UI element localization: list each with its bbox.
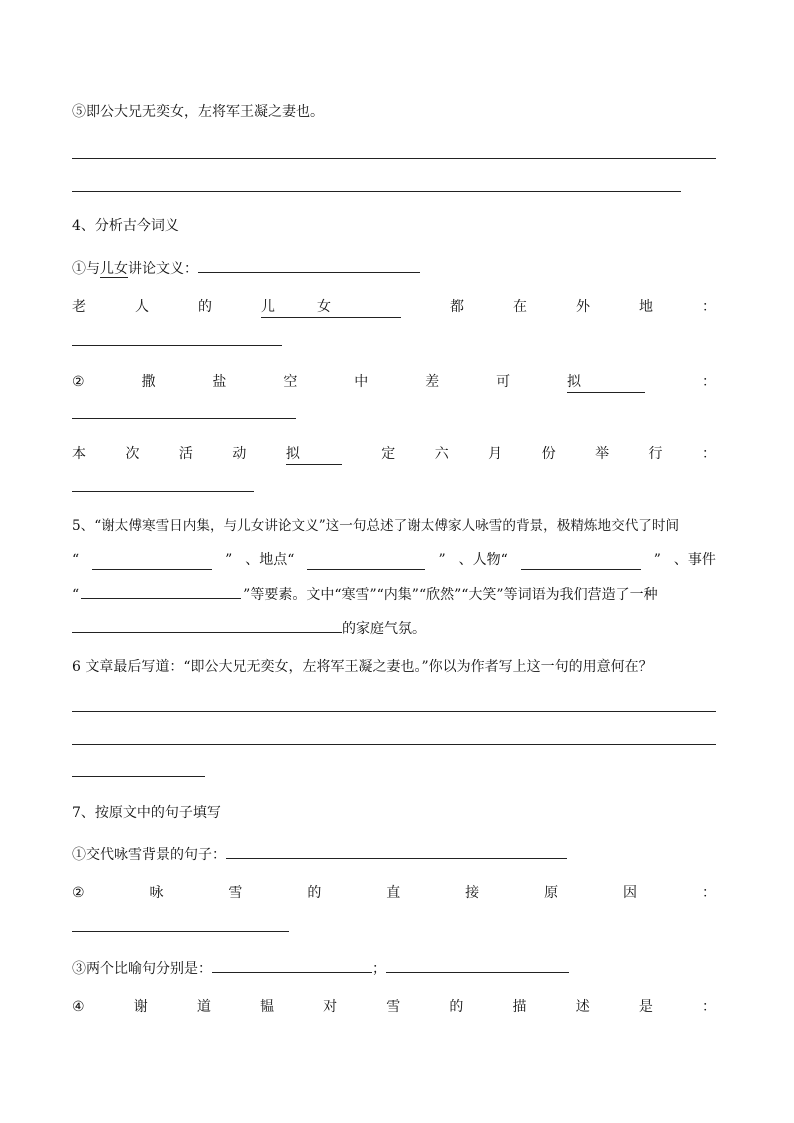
char: 的 xyxy=(449,999,464,1015)
answer-line[interactable] xyxy=(72,418,296,419)
quote-close: ” xyxy=(438,552,446,568)
char: 份 xyxy=(541,446,556,462)
separator: ； xyxy=(372,961,386,977)
q4-line-b xyxy=(72,444,716,465)
char: 行 xyxy=(648,446,663,462)
char: 是 xyxy=(638,999,653,1015)
char: 雪 xyxy=(386,999,401,1015)
answer-line[interactable] xyxy=(72,744,716,745)
q7-title: 7、按原文中的句子填写 xyxy=(72,805,221,821)
quote-open: “ xyxy=(72,587,80,603)
char: ② xyxy=(72,374,85,390)
char: 人 xyxy=(135,299,149,315)
q7-item-3-label: ③两个比喻句分别是： xyxy=(72,961,212,977)
underlined-word xyxy=(286,444,342,465)
answer-blank-time[interactable] xyxy=(92,553,212,570)
q7-item-2 xyxy=(72,883,716,903)
answer-line[interactable] xyxy=(72,158,716,159)
underlined-word xyxy=(261,297,401,318)
q4-item-1 xyxy=(72,256,420,279)
answer-blank[interactable] xyxy=(212,956,372,973)
char: 都 xyxy=(450,299,464,315)
q5-line-3 xyxy=(72,582,658,605)
char: 本 xyxy=(72,446,86,462)
quote-close: ” xyxy=(653,552,661,568)
label-place: 、地点“ xyxy=(245,552,295,568)
char: 对 xyxy=(323,999,338,1015)
char: 活 xyxy=(178,446,193,462)
char: 述 xyxy=(575,999,590,1015)
char: 动 xyxy=(232,446,247,462)
q6-text: 6 文章最后写道：“即公大兄无奕女，左将军王凝之妻也。”你以为作者写上这一句的用意何在？ xyxy=(72,659,653,675)
item-5-text: ⑤即公大兄无奕女，左将军王凝之妻也。 xyxy=(72,104,324,120)
char: ： xyxy=(701,374,716,390)
q4-item-2 xyxy=(72,372,716,393)
answer-line[interactable] xyxy=(72,931,289,932)
q7-item-1 xyxy=(72,842,567,865)
char: 因 xyxy=(623,885,638,901)
char: 老 xyxy=(72,299,86,315)
q5-text-1: 5、“谢太傅寒雪日内集，与儿女讲论文义”这一句总述了谢太傅家人咏雪的背景，极精炼地交代了时间 xyxy=(72,518,680,534)
char: 撒 xyxy=(141,374,156,390)
char: 的 xyxy=(198,299,212,315)
char: 谢 xyxy=(133,999,148,1015)
char: 雪 xyxy=(228,885,243,901)
char: 描 xyxy=(512,999,527,1015)
q4-item-1-word: 儿女 xyxy=(100,261,128,277)
answer-blank-atmosphere[interactable] xyxy=(72,616,342,633)
char: 次 xyxy=(125,446,140,462)
answer-blank[interactable] xyxy=(386,956,569,973)
q4-item-1-suffix: 讲论文义： xyxy=(128,261,198,277)
answer-line[interactable] xyxy=(72,345,282,346)
answer-blank-event[interactable] xyxy=(81,582,241,599)
char: 盐 xyxy=(212,374,227,390)
answer-blank-person[interactable] xyxy=(521,553,641,570)
char: 差 xyxy=(425,374,440,390)
char: 外 xyxy=(576,299,590,315)
char: 接 xyxy=(465,885,480,901)
q7-item-3 xyxy=(72,956,569,979)
q4-title: 4、分析古今词义 xyxy=(72,218,179,234)
char: ④ xyxy=(72,999,85,1015)
char: ② xyxy=(72,885,85,901)
answer-line[interactable] xyxy=(72,776,205,777)
q5-line-4-text: 的家庭气氛。 xyxy=(342,621,426,637)
answer-line[interactable] xyxy=(72,191,681,192)
char: 韫 xyxy=(259,999,274,1015)
q4-item-1-prefix: ①与 xyxy=(72,261,100,277)
char: 月 xyxy=(488,446,503,462)
char: 的 xyxy=(307,885,322,901)
answer-blank[interactable] xyxy=(226,842,567,859)
char: 空 xyxy=(283,374,298,390)
char: 六 xyxy=(434,446,449,462)
char: ： xyxy=(701,885,716,901)
char: 拟 xyxy=(567,374,582,390)
answer-line[interactable] xyxy=(72,491,254,492)
char: 女 xyxy=(317,299,331,315)
q5-line-4 xyxy=(72,616,426,639)
char: 举 xyxy=(595,446,610,462)
answer-blank[interactable] xyxy=(198,256,420,273)
char: 在 xyxy=(513,299,527,315)
q5-line-2 xyxy=(72,550,716,570)
char: 直 xyxy=(386,885,401,901)
answer-line[interactable] xyxy=(72,711,716,712)
char: ： xyxy=(702,299,716,315)
q7-item-1-label: ①交代咏雪背景的句子： xyxy=(72,847,226,863)
char: 中 xyxy=(354,374,369,390)
char: 可 xyxy=(496,374,511,390)
label-person: 、人物“ xyxy=(458,552,508,568)
char: ： xyxy=(701,446,716,462)
char: 原 xyxy=(544,885,559,901)
char: 地 xyxy=(639,299,653,315)
label-event: 、事件 xyxy=(673,552,716,568)
char: 拟 xyxy=(285,446,300,462)
q4-line-a xyxy=(72,297,716,318)
quote-open: “ xyxy=(72,552,80,568)
char: 儿 xyxy=(261,299,275,315)
char: 咏 xyxy=(149,885,164,901)
q7-item-4 xyxy=(72,997,716,1017)
char: 定 xyxy=(381,446,396,462)
quote-close: ” xyxy=(225,552,233,568)
char: ： xyxy=(701,999,716,1015)
char: 道 xyxy=(196,999,211,1015)
q5-line-3-text: ”等要素。文中“寒雪”“内集”“欣然”“大笑”等词语为我们营造了一种 xyxy=(243,587,658,603)
underlined-word xyxy=(567,372,645,393)
answer-blank-place[interactable] xyxy=(307,553,425,570)
